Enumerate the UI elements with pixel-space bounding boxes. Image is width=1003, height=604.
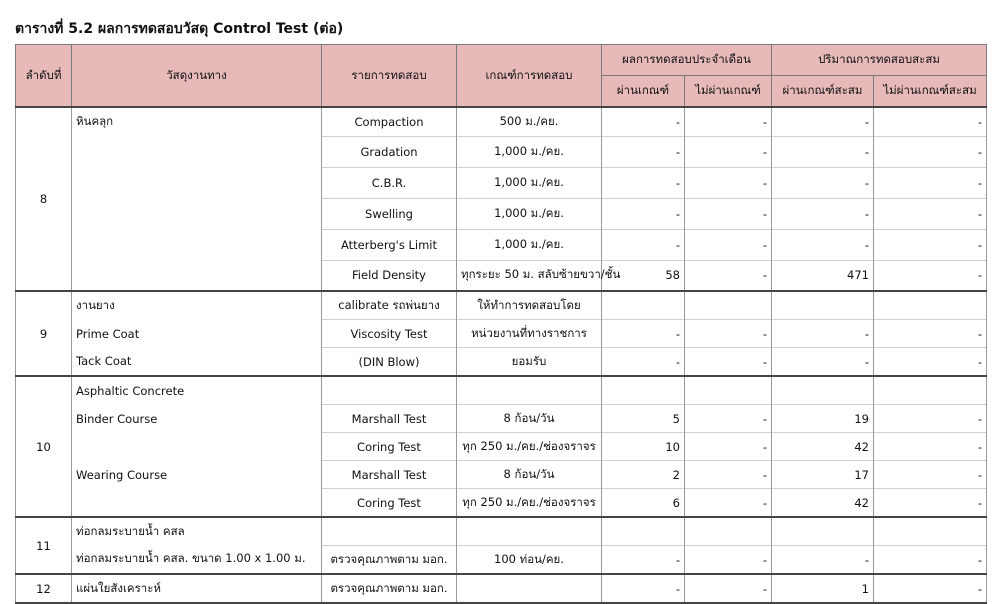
table-body (16, 107, 987, 603)
table-row (16, 107, 987, 136)
criteria-cell: 1,000 ม./คย. (457, 198, 602, 229)
criteria-cell (457, 517, 602, 546)
header-cumulative: ปริมาณการทดสอบสะสม (772, 45, 987, 76)
test-cell: Coring Test (322, 489, 457, 518)
fail-cell: - (685, 574, 772, 603)
pass-cell: 58 (602, 260, 685, 291)
test-cell (322, 376, 457, 405)
fail-cell: - (685, 229, 772, 260)
test-cell: ตรวจคุณภาพตาม มอก. (322, 574, 457, 603)
cum-pass-cell: - (772, 136, 874, 167)
table-row (16, 433, 987, 461)
header-material: วัสดุงานทาง (72, 45, 322, 108)
fail-cell: - (685, 320, 772, 348)
cum-pass-cell: 1 (772, 574, 874, 603)
pass-cell: - (602, 167, 685, 198)
test-cell: Coring Test (322, 433, 457, 461)
material-cell (72, 229, 322, 260)
pass-cell: 2 (602, 461, 685, 489)
criteria-cell: 1,000 ม./คย. (457, 229, 602, 260)
cum-pass-cell: - (772, 198, 874, 229)
pass-cell: - (602, 107, 685, 136)
table-row (16, 574, 987, 603)
test-cell: Gradation (322, 136, 457, 167)
pass-cell (602, 376, 685, 405)
pass-cell: - (602, 574, 685, 603)
header-seq: ลำดับที่ (16, 45, 72, 108)
cum-fail-cell: - (874, 136, 987, 167)
pass-cell (602, 517, 685, 546)
table-header (16, 45, 987, 108)
table-row (16, 348, 987, 377)
criteria-cell: หน่วยงานที่ทางราชการ (457, 320, 602, 348)
cum-pass-cell: 42 (772, 433, 874, 461)
cum-fail-cell: - (874, 198, 987, 229)
fail-cell: - (685, 489, 772, 518)
header-criteria: เกณฑ์การทดสอบ (457, 45, 602, 108)
test-cell: ตรวจคุณภาพตาม มอก. (322, 546, 457, 575)
material-cell: Prime Coat (72, 320, 322, 348)
material-cell: งานยาง (72, 291, 322, 320)
cum-fail-cell (874, 291, 987, 320)
pass-cell: - (602, 348, 685, 377)
cum-fail-cell: - (874, 574, 987, 603)
material-cell: Tack Coat (72, 348, 322, 377)
fail-cell: - (685, 348, 772, 377)
fail-cell: - (685, 260, 772, 291)
seq-cell: 11 (16, 517, 72, 574)
pass-cell: - (602, 136, 685, 167)
cum-fail-cell: - (874, 489, 987, 518)
cum-pass-cell: - (772, 320, 874, 348)
table-title: ตารางที่ 5.2 ผลการทดสอบวัสดุ Control Test (ต่อ) (15, 21, 344, 37)
fail-cell: - (685, 107, 772, 136)
fail-cell (685, 376, 772, 405)
cum-pass-cell: - (772, 546, 874, 575)
material-cell (72, 136, 322, 167)
cum-fail-cell: - (874, 107, 987, 136)
cum-pass-cell (772, 517, 874, 546)
table-row (16, 489, 987, 518)
table-row (16, 517, 987, 546)
material-cell: ท่อกลมระบายน้ำ คสล. ขนาด 1.00 x 1.00 ม. (72, 546, 322, 575)
pass-cell: - (602, 320, 685, 348)
material-cell (72, 433, 322, 461)
cum-fail-cell: - (874, 167, 987, 198)
header-fail: ไม่ผ่านเกณฑ์ (685, 76, 772, 108)
table-row (16, 376, 987, 405)
test-cell: Marshall Test (322, 461, 457, 489)
table-row (16, 291, 987, 320)
cum-fail-cell: - (874, 546, 987, 575)
material-cell: แผ่นใยสังเคราะห์ (72, 574, 322, 603)
pass-cell (602, 291, 685, 320)
cum-pass-cell: - (772, 348, 874, 377)
material-cell: Asphaltic Concrete (72, 376, 322, 405)
pass-cell: 5 (602, 405, 685, 433)
cum-fail-cell (874, 517, 987, 546)
criteria-cell: ยอมรับ (457, 348, 602, 377)
cum-fail-cell: - (874, 433, 987, 461)
fail-cell: - (685, 198, 772, 229)
control-test-table (15, 44, 987, 604)
material-cell: Wearing Course (72, 461, 322, 489)
header-cum-pass: ผ่านเกณฑ์สะสม (772, 76, 874, 108)
pass-cell: - (602, 546, 685, 575)
cum-pass-cell (772, 376, 874, 405)
cum-pass-cell: 19 (772, 405, 874, 433)
test-cell: C.B.R. (322, 167, 457, 198)
seq-cell: 9 (16, 291, 72, 376)
test-cell (322, 517, 457, 546)
table-row (16, 405, 987, 433)
cum-fail-cell: - (874, 320, 987, 348)
criteria-cell: ทุก 250 ม./คย./ช่องจราจร (457, 489, 602, 518)
cum-fail-cell: - (874, 461, 987, 489)
criteria-cell: 500 ม./คย. (457, 107, 602, 136)
fail-cell: - (685, 433, 772, 461)
material-cell: หินคลุก (72, 107, 322, 136)
table-row (16, 167, 987, 198)
cum-pass-cell: 42 (772, 489, 874, 518)
test-cell: calibrate รถพ่นยาง (322, 291, 457, 320)
fail-cell: - (685, 167, 772, 198)
cum-pass-cell: - (772, 167, 874, 198)
table-row (16, 320, 987, 348)
material-cell (72, 489, 322, 518)
criteria-cell (457, 376, 602, 405)
criteria-cell: ทุกระยะ 50 ม. สลับซ้ายขวา/ชั้น (457, 260, 602, 291)
criteria-cell: 1,000 ม./คย. (457, 167, 602, 198)
cum-fail-cell: - (874, 348, 987, 377)
cum-fail-cell (874, 376, 987, 405)
table-row (16, 229, 987, 260)
fail-cell (685, 291, 772, 320)
criteria-cell: 8 ก้อน/วัน (457, 461, 602, 489)
table-row (16, 260, 987, 291)
test-cell: Marshall Test (322, 405, 457, 433)
material-cell (72, 260, 322, 291)
criteria-cell: 8 ก้อน/วัน (457, 405, 602, 433)
criteria-cell: 1,000 ม./คย. (457, 136, 602, 167)
material-cell (72, 167, 322, 198)
table-row (16, 546, 987, 575)
cum-pass-cell: - (772, 107, 874, 136)
test-cell: Compaction (322, 107, 457, 136)
seq-cell: 10 (16, 376, 72, 517)
pass-cell: - (602, 229, 685, 260)
seq-cell: 12 (16, 574, 72, 603)
test-cell: Swelling (322, 198, 457, 229)
cum-pass-cell: 17 (772, 461, 874, 489)
fail-cell: - (685, 405, 772, 433)
test-cell: (DIN Blow) (322, 348, 457, 377)
table-row (16, 198, 987, 229)
criteria-cell: 100 ท่อน/คย. (457, 546, 602, 575)
table-row (16, 136, 987, 167)
fail-cell: - (685, 546, 772, 575)
cum-pass-cell (772, 291, 874, 320)
fail-cell: - (685, 461, 772, 489)
test-cell: Viscosity Test (322, 320, 457, 348)
header-test: รายการทดสอบ (322, 45, 457, 108)
material-cell: Binder Course (72, 405, 322, 433)
header-monthly: ผลการทดสอบประจำเดือน (602, 45, 772, 76)
test-cell: Atterberg's Limit (322, 229, 457, 260)
pass-cell: 6 (602, 489, 685, 518)
test-cell: Field Density (322, 260, 457, 291)
cum-fail-cell: - (874, 405, 987, 433)
pass-cell: - (602, 198, 685, 229)
pass-cell: 10 (602, 433, 685, 461)
material-cell: ท่อกลมระบายน้ำ คสล (72, 517, 322, 546)
criteria-cell: ให้ทำการทดสอบโดย (457, 291, 602, 320)
cum-fail-cell: - (874, 229, 987, 260)
criteria-cell: ทุก 250 ม./คย./ช่องจราจร (457, 433, 602, 461)
table-row (16, 461, 987, 489)
criteria-cell (457, 574, 602, 603)
fail-cell: - (685, 136, 772, 167)
header-pass: ผ่านเกณฑ์ (602, 76, 685, 108)
seq-cell: 8 (16, 107, 72, 291)
cum-pass-cell: - (772, 229, 874, 260)
material-cell (72, 198, 322, 229)
cum-pass-cell: 471 (772, 260, 874, 291)
fail-cell (685, 517, 772, 546)
cum-fail-cell: - (874, 260, 987, 291)
header-cum-fail: ไม่ผ่านเกณฑ์สะสม (874, 76, 987, 108)
